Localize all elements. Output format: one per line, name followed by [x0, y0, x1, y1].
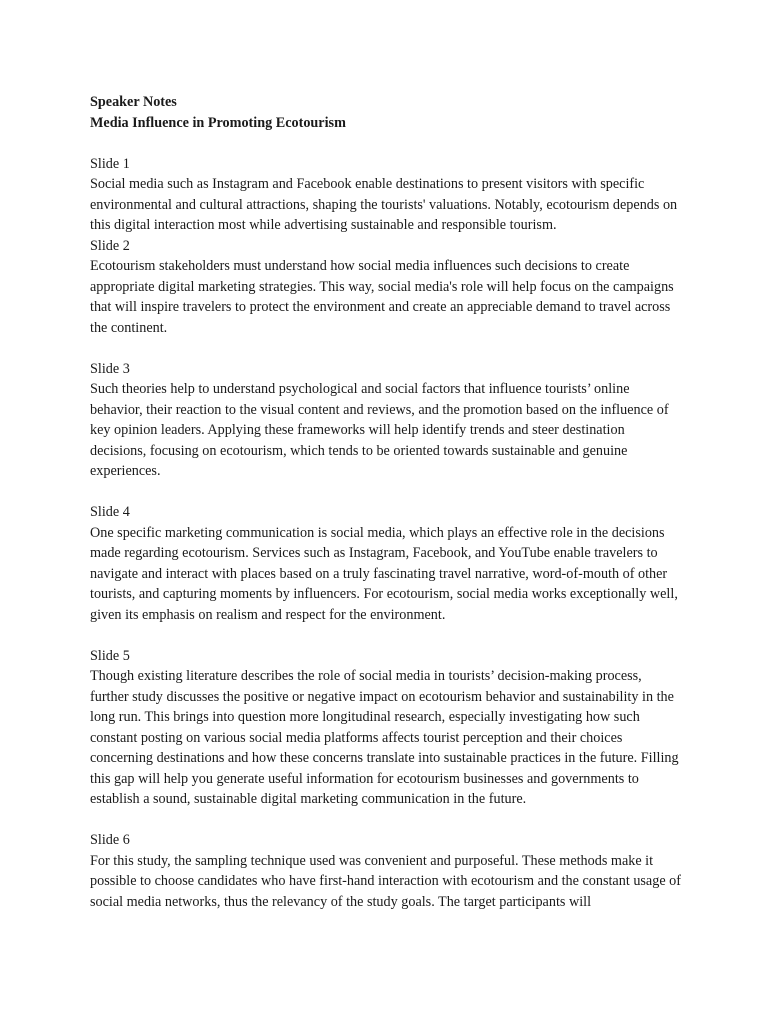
document-content — [90, 92, 682, 912]
slide-text: For this study, the sampling technique used was convenient and purposeful. These methods make it possible to choose candidates who have first-hand interaction with ecotourism and the constant usage of social media networks, thus the relevancy of the study goals. The target participants will — [90, 852, 681, 910]
slide-text: One specific marketing communication is social media, which plays an effective role in the decisions made regarding ecotourism. Services such as Instagram, Facebook, and YouTube enable travelers to navigate and interact with places based on a truly fascinating travel narrative, word-of-mouth of other tourists, and capturing moments by influencers. For ecotourism, social media works exceptionally well, given its emphasis on realism and respect for the environment. — [90, 524, 678, 623]
slide-label: Slide 4 — [90, 504, 130, 520]
slide-text: Ecotourism stakeholders must understand how social media influences such decisions to create appropriate digital marketing strategies. This way, social media's role will help focus on the campaigns that will inspire travelers to protect the environment and create an appreciable demand to travel across the continent. — [90, 258, 674, 336]
document-header — [90, 92, 682, 133]
slide-note-3 — [90, 359, 682, 482]
slide-text: Social media such as Instagram and Facebook enable destinations to present visitors with specific environmental and cultural attractions, shaping the tourists' valuations. Notably, ecotourism depends on this digital interaction most while advertising sustainable and responsible tourism. — [90, 176, 678, 233]
slide-note-5 — [90, 646, 682, 810]
document-subtitle: Media Influence in Promoting Ecotourism — [90, 114, 346, 131]
slide-label: Slide 2 — [90, 237, 130, 254]
slide-label: Slide 3 — [90, 360, 130, 377]
document-title: Speaker Notes — [90, 94, 177, 110]
slide-note-4 — [90, 502, 682, 625]
slide-text: Though existing literature describes the role of social media in tourists’ decision-making process, further study discusses the positive or negative impact on ecotourism behavior and sustainability in the long run. This brings into question more longitudinal research, especially investigating how such constant posting on various social media platforms affects tourist perception and their choices concerning destinations and how these concerns translate into sustainable practices in the future. Filling this gap will help you generate useful information for ecotourism businesses and governments to establish a sound, sustainable digital marketing communication in the future. — [90, 668, 679, 807]
slide-note-2 — [90, 236, 682, 339]
slide-note-6 — [90, 830, 682, 912]
slide-note-1 — [90, 154, 682, 236]
slide-label: Slide 1 — [90, 155, 130, 172]
slide-text: Such theories help to understand psychological and social factors that influence tourists’ online behavior, their reaction to the visual content and reviews, and the promotion based on the influence of key opinion leaders. Applying these frameworks will help identify trends and steer destination decisions, focusing on ecotourism, which tends to be oriented towards sustainable and genuine experiences. — [90, 381, 669, 479]
slide-label: Slide 6 — [90, 832, 130, 848]
slide-label: Slide 5 — [90, 647, 130, 664]
